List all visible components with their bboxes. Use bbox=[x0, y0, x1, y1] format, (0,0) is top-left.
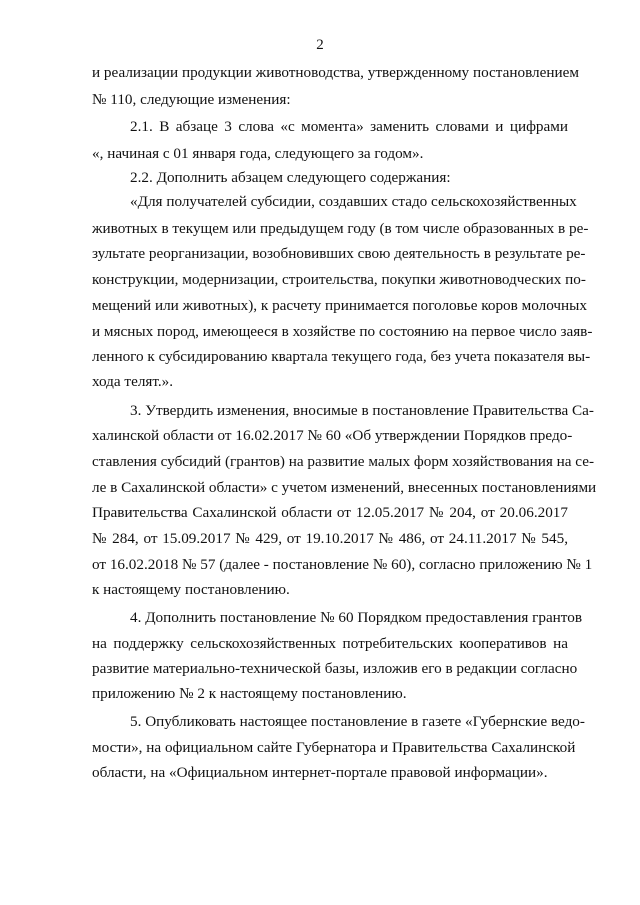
text-line: Правительства Сахалинской области от 12.05.2017 № 204, от 20.06.2017 bbox=[92, 504, 568, 521]
text-line: 3. Утвердить изменения, вносимые в постановление Правительства Са- bbox=[130, 402, 594, 419]
text-line: на поддержку сельскохозяйственных потребительских кооперативов на bbox=[92, 635, 568, 652]
text-line: ле в Сахалинской области» с учетом изменений, внесенных постановлениями bbox=[92, 479, 597, 496]
text-line: 5. Опубликовать настоящее постановление в газете «Губернские ведо- bbox=[130, 713, 585, 730]
page-number: 2 bbox=[316, 37, 324, 53]
text-line: мещений или животных), к расчету принимается поголовье коров молочных bbox=[92, 297, 587, 314]
text-line: зультате реорганизации, возобновивших свою деятельность в результате ре- bbox=[92, 245, 586, 262]
text-line: конструкции, модернизации, строительства, покупки животноводческих по- bbox=[92, 271, 586, 288]
text-line: и мясных пород, имеющееся в хозяйстве по состоянию на первое число заяв- bbox=[92, 323, 593, 340]
text-line: к настоящему постановлению. bbox=[92, 581, 290, 598]
text-line: от 16.02.2018 № 57 (далее - постановление № 60), согласно приложению № 1 bbox=[92, 556, 593, 573]
text-line: № 284, от 15.09.2017 № 429, от 19.10.2017 № 486, от 24.11.2017 № 545, bbox=[92, 530, 568, 547]
text-line: 2.1. В абзаце 3 слова «с момента» заменить словами и цифрами bbox=[130, 118, 568, 135]
text-line: животных в текущем или предыдущем году (в том числе образованных в ре- bbox=[92, 220, 589, 237]
text-line: № 110, следующие изменения: bbox=[92, 91, 291, 108]
text-line: хода телят.». bbox=[92, 373, 174, 390]
text-line: 4. Дополнить постановление № 60 Порядком предоставления грантов bbox=[130, 609, 583, 626]
text-line: области, на «Официальном интернет-портале правовой информации». bbox=[92, 764, 548, 781]
text-line: халинской области от 16.02.2017 № 60 «Об утверждении Порядков предо- bbox=[92, 427, 573, 444]
text-line: и реализации продукции животноводства, утвержденному постановлением bbox=[92, 64, 579, 81]
text-line: «Для получателей субсидии, создавших стадо сельскохозяйственных bbox=[130, 193, 577, 210]
text-line: мости», на официальном сайте Губернатора и Правительства Сахалинской bbox=[92, 739, 576, 756]
text-line: ставления субсидий (грантов) на развитие малых форм хозяйствования на се- bbox=[92, 453, 595, 470]
text-line: ленного к субсидированию квартала текущего года, без учета показателя вы- bbox=[92, 348, 591, 365]
text-line: «, начиная с 01 января года, следующего за годом». bbox=[92, 145, 424, 162]
text-line: приложению № 2 к настоящему постановлению. bbox=[92, 685, 407, 702]
text-line: 2.2. Дополнить абзацем следующего содержания: bbox=[130, 169, 451, 186]
text-line: развитие материально-технической базы, изложив его в редакции согласно bbox=[92, 660, 578, 677]
